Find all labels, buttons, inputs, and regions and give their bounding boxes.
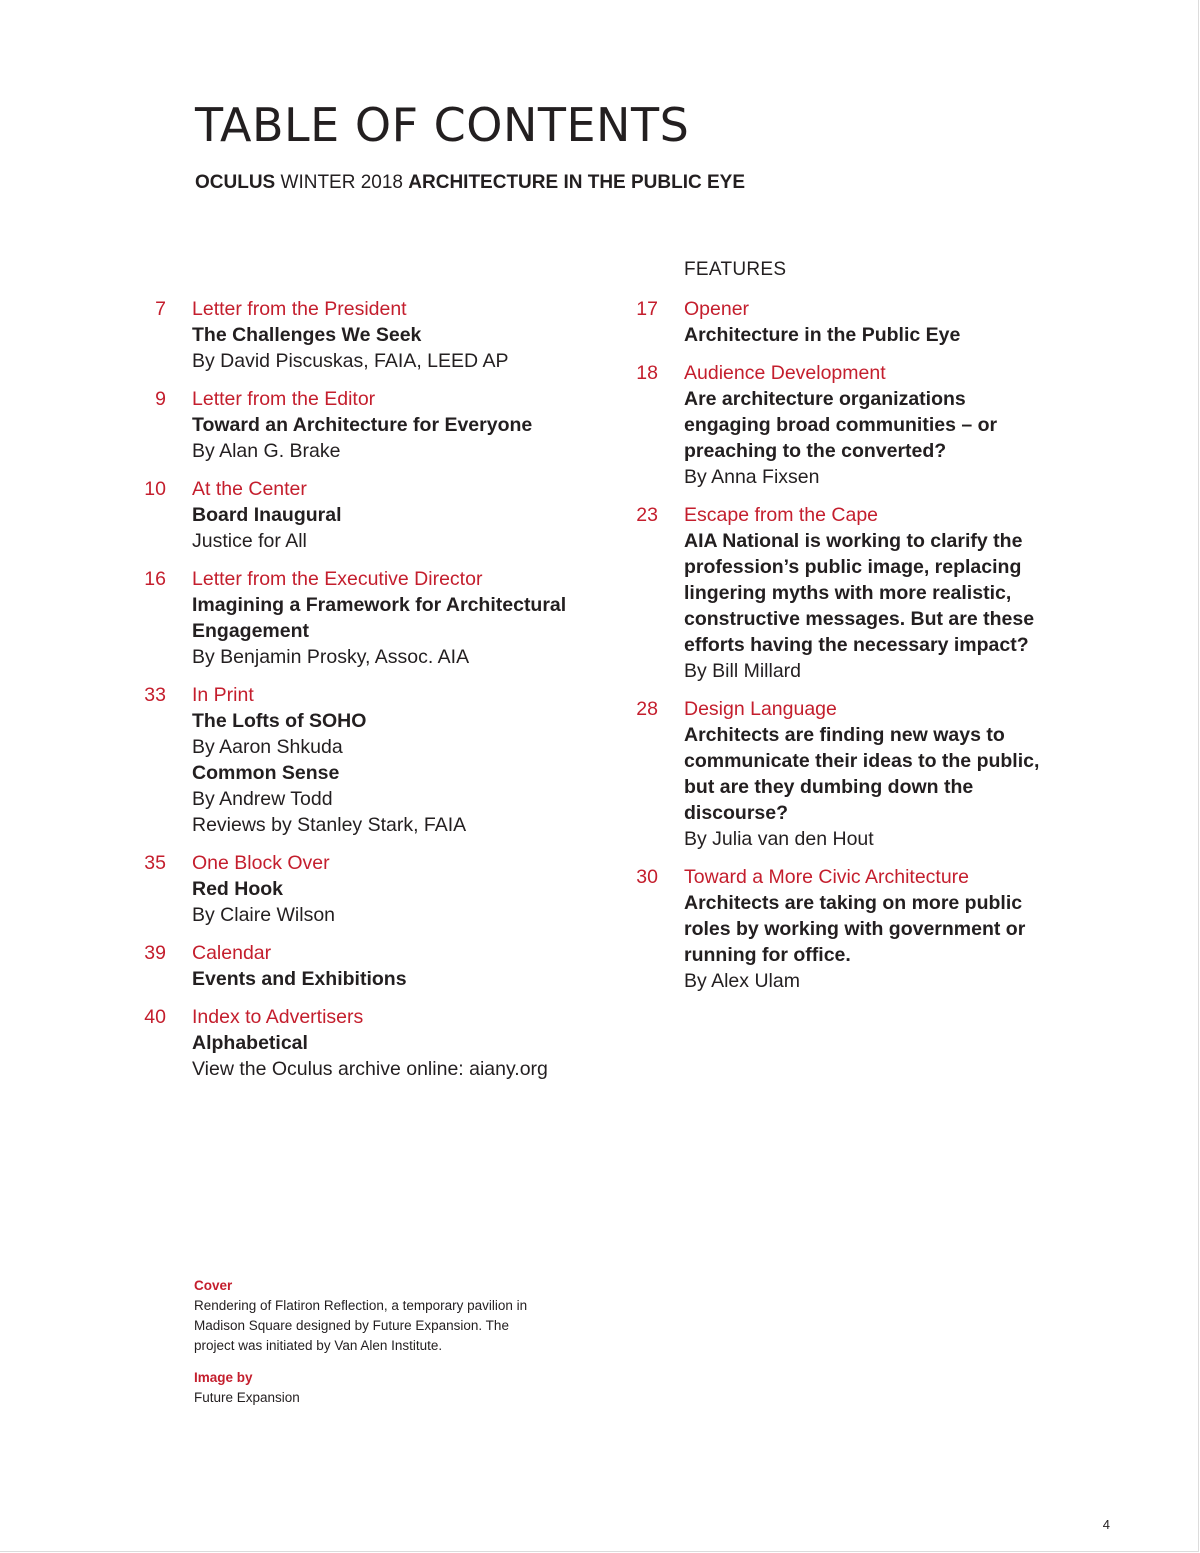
- toc-entry[interactable]: [130, 1004, 570, 1082]
- toc-entry[interactable]: [622, 296, 1042, 348]
- toc-article-title: The Lofts of SOHO: [192, 710, 367, 732]
- toc-section-title: Audience Development: [684, 362, 886, 384]
- toc-page-number: 40: [144, 1006, 166, 1028]
- toc-byline: By Alex Ulam: [684, 970, 800, 992]
- toc-byline: By Andrew Todd: [192, 788, 333, 810]
- toc-byline: View the Oculus archive online: aiany.org: [192, 1058, 548, 1080]
- toc-byline: By Anna Fixsen: [684, 466, 820, 488]
- toc-section-title: At the Center: [192, 478, 307, 500]
- toc-entry[interactable]: [130, 850, 570, 928]
- toc-article-title: Toward an Architecture for Everyone: [192, 414, 533, 436]
- image-credit-label: Image by: [194, 1370, 253, 1385]
- toc-page-number: 33: [144, 684, 166, 706]
- page-number: 4: [1102, 1517, 1110, 1532]
- toc-article-title: Architects are taking on more public roles by working with government or running for office.: [684, 892, 1026, 966]
- toc-byline: By Benjamin Prosky, Assoc. AIA: [192, 646, 470, 668]
- toc-page-number: 10: [144, 478, 166, 500]
- toc-byline: By Bill Millard: [684, 660, 802, 682]
- departments-column: [130, 296, 570, 1094]
- toc-page-number: 30: [636, 866, 658, 888]
- toc-article-title: Red Hook: [192, 878, 284, 900]
- toc-article-title: Are architecture organizations engaging broad communities – or preaching to the converted?: [684, 388, 998, 462]
- toc-entry[interactable]: [622, 864, 1042, 994]
- toc-section-title: Escape from the Cape: [684, 504, 879, 526]
- toc-page-number: 17: [636, 298, 658, 320]
- toc-section-title: Toward a More Civic Architecture: [684, 866, 970, 888]
- toc-article-title: Board Inaugural: [192, 504, 342, 526]
- toc-entry[interactable]: [622, 696, 1042, 852]
- cover-caption: [194, 1276, 539, 1420]
- publication-name: OCULUS: [195, 172, 276, 193]
- toc-page-number: 16: [144, 568, 166, 590]
- toc-section-title: Design Language: [684, 698, 837, 720]
- toc-page-number: 39: [144, 942, 166, 964]
- toc-entry[interactable]: [130, 386, 570, 464]
- toc-entry[interactable]: [622, 502, 1042, 684]
- toc-article-title: AIA National is working to clarify the profession’s public image, replacing lingering myths with more realistic, constructive messages. But are these efforts having the necessary impact?: [684, 530, 1035, 656]
- toc-byline: By Alan G. Brake: [192, 440, 341, 462]
- toc-entry[interactable]: [622, 360, 1042, 490]
- toc-entry[interactable]: [130, 566, 570, 670]
- toc-section-title: Opener: [684, 298, 750, 320]
- toc-section-title: Index to Advertisers: [192, 1006, 364, 1028]
- toc-byline: By David Piscuskas, FAIA, LEED AP: [192, 350, 509, 372]
- toc-article-title: Common Sense: [192, 762, 340, 784]
- toc-section-title: In Print: [192, 684, 254, 706]
- toc-section-title: Calendar: [192, 942, 272, 964]
- features-heading: FEATURES: [684, 259, 787, 280]
- toc-article-title: Alphabetical: [192, 1032, 308, 1054]
- toc-entry[interactable]: [130, 940, 570, 992]
- cover-text: Rendering of Flatiron Reflection, a temporary pavilion in Madison Square designed by Future Expansion. The project was initiated by Van Alen Institute.: [194, 1298, 528, 1353]
- toc-byline: By Claire Wilson: [192, 904, 336, 926]
- toc-byline: By Julia van den Hout: [684, 828, 874, 850]
- issue-date: WINTER 2018: [280, 172, 403, 193]
- page-title: TABLE OF CONTENTS: [195, 98, 690, 152]
- toc-page-number: 35: [144, 852, 166, 874]
- toc-section-title: Letter from the Executive Director: [192, 568, 483, 590]
- toc-section-title: Letter from the Editor: [192, 388, 376, 410]
- toc-article-title: Imagining a Framework for Architectural Engagement: [192, 594, 567, 642]
- toc-page-number: 18: [636, 362, 658, 384]
- toc-page-number: 9: [155, 388, 166, 410]
- toc-article-title: The Challenges We Seek: [192, 324, 422, 346]
- toc-entry[interactable]: [130, 476, 570, 554]
- toc-page-number: 28: [636, 698, 658, 720]
- toc-section-title: Letter from the President: [192, 298, 407, 320]
- toc-entry[interactable]: [130, 682, 570, 838]
- toc-entry[interactable]: [130, 296, 570, 374]
- issue-theme: ARCHITECTURE IN THE PUBLIC EYE: [408, 172, 746, 193]
- toc-page-number: 7: [155, 298, 166, 320]
- cover-label: Cover: [194, 1278, 233, 1293]
- features-column: [622, 296, 1042, 1006]
- toc-article-title: Events and Exhibitions: [192, 968, 407, 990]
- toc-page-number: 23: [636, 504, 658, 526]
- issue-subtitle: [195, 172, 745, 194]
- toc-byline: Justice for All: [192, 530, 307, 552]
- toc-section-title: One Block Over: [192, 852, 330, 874]
- toc-article-title: Architects are finding new ways to communicate their ideas to the public, but are they dumbing down the discourse?: [684, 724, 1040, 824]
- toc-article-title: Architecture in the Public Eye: [684, 324, 961, 346]
- image-credit-text: Future Expansion: [194, 1390, 300, 1405]
- toc-byline: By Aaron Shkuda: [192, 736, 343, 758]
- toc-byline: Reviews by Stanley Stark, FAIA: [192, 814, 467, 836]
